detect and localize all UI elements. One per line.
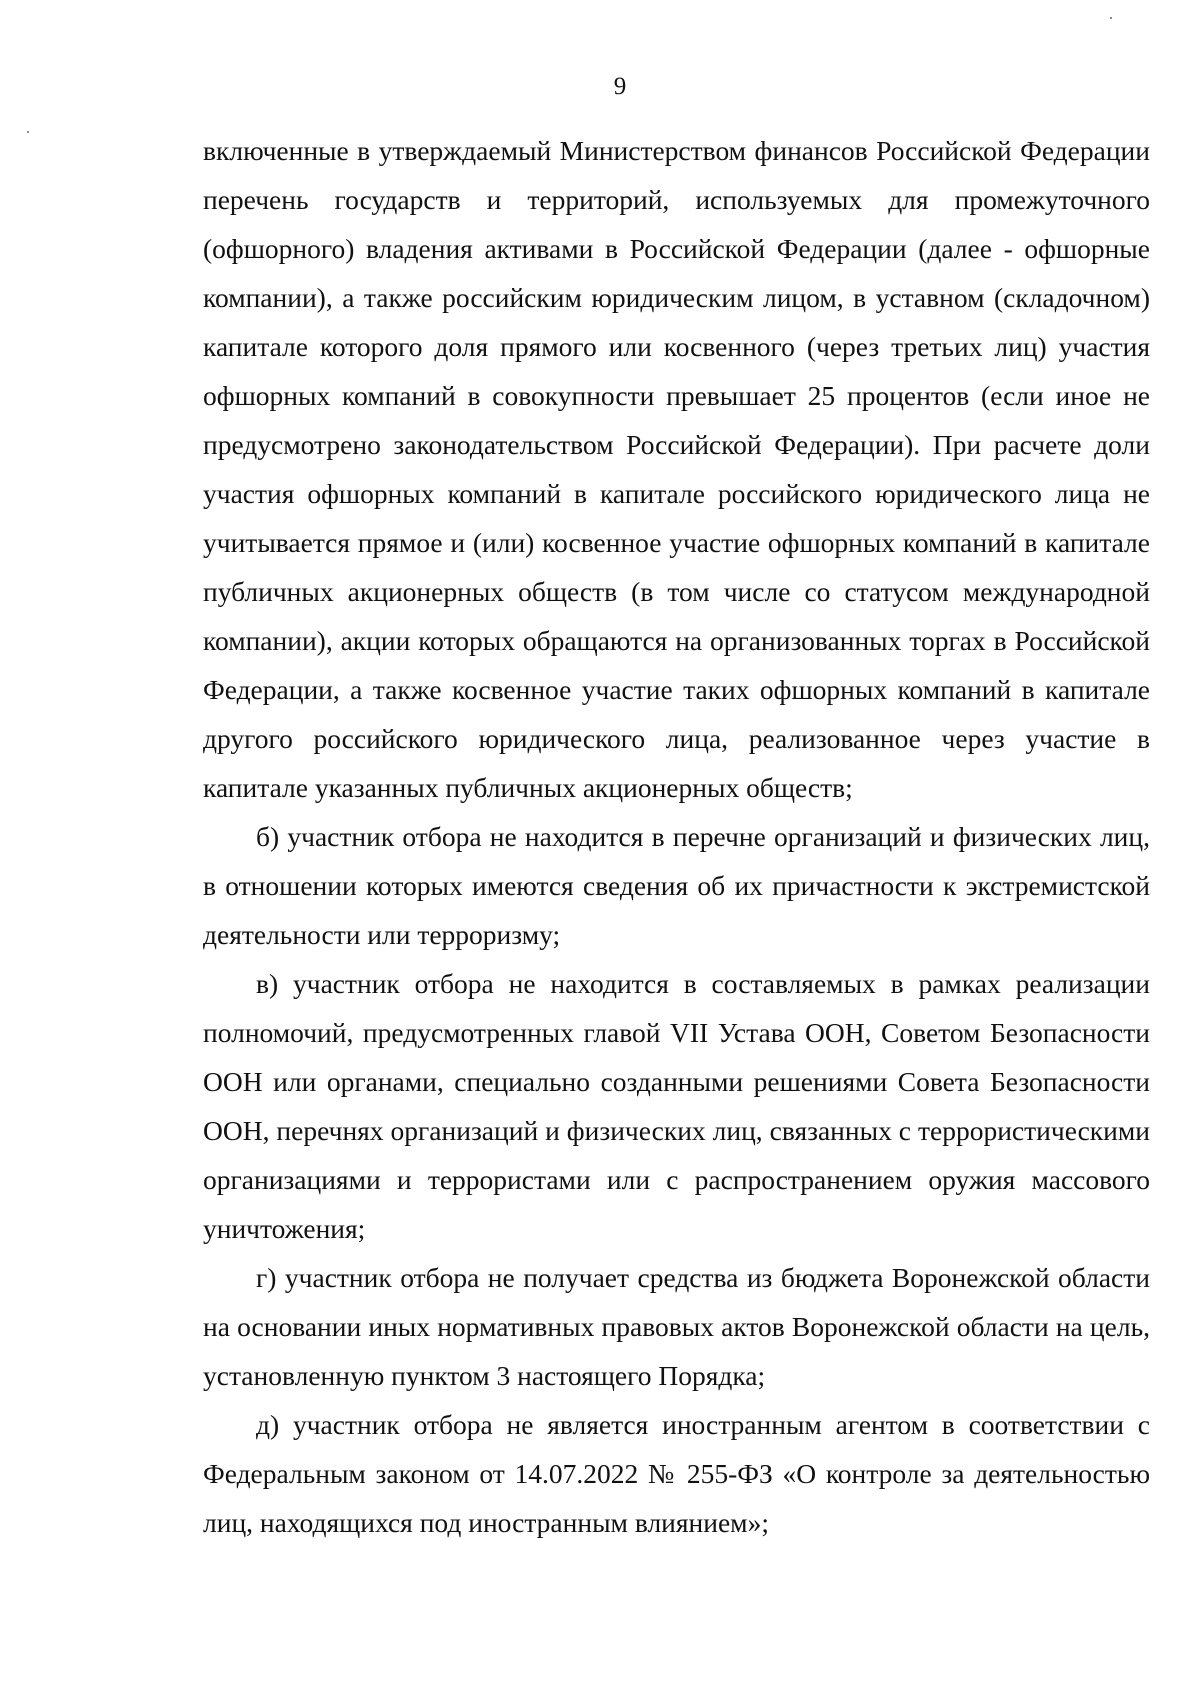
scan-speck: [1110, 17, 1112, 19]
page-number: 9: [613, 73, 627, 100]
paragraph-item-d: д) участник отбора не является иностранным агентом в соответствии с Федеральным законом от 14.07.2022 № 255-ФЗ «О контроле за деятельностью лиц, находящихся под иностранным влиянием»;: [203, 1409, 1150, 1538]
paragraph-offshore-companies: включенные в утверждаемый Министерством финансов Российской Федерации перечень государств и территорий, используемых для промежуточного (офшорного) владения активами в Российской Федерации (далее - офшорные компании), а также российским юридическим лицом, в уставном (складочном) капитале которого доля прямого или косвенного (через третьих лиц) участия офшорных компаний в совокупности превышает 25 процентов (если иное не предусмотрено законодательством Российской Федерации). При расчете доли участия офшорных компаний в капитале российского юридического лица не учитывается прямое и (или) косвенное участие офшорных компаний в капитале публичных акционерных обществ (в том числе со статусом международной компании), акции которых обращаются на организованных торгах в Российской Федерации, а также косвенное участие таких офшорных компаний в капитале другого российского юридического лица, реализованное через участие в капитале указанных публичных акционерных обществ;: [203, 135, 1150, 803]
paragraph-item-v: в) участник отбора не находится в составляемых в рамках реализации полномочий, предусмотренных главой VII Устава ООН, Советом Безопасности ООН или органами, специально созданными решениями Совета Безопасности ООН, перечнях организаций и физических лиц, связанных с террористическими организациями и террористами или с распространением оружия массового уничтожения;: [203, 968, 1150, 1244]
scan-speck: [27, 131, 29, 133]
paragraph-item-g: г) участник отбора не получает средства из бюджета Воронежской области на основании иных нормативных правовых актов Воронежской области на цель, установленную пунктом 3 настоящего Порядка;: [203, 1262, 1150, 1391]
document-body: [203, 126, 1150, 1547]
paragraph-item-b: б) участник отбора не находится в перечне организаций и физических лиц, в отношении которых имеются сведения об их причастности к экстремистской деятельности или терроризму;: [203, 821, 1150, 950]
